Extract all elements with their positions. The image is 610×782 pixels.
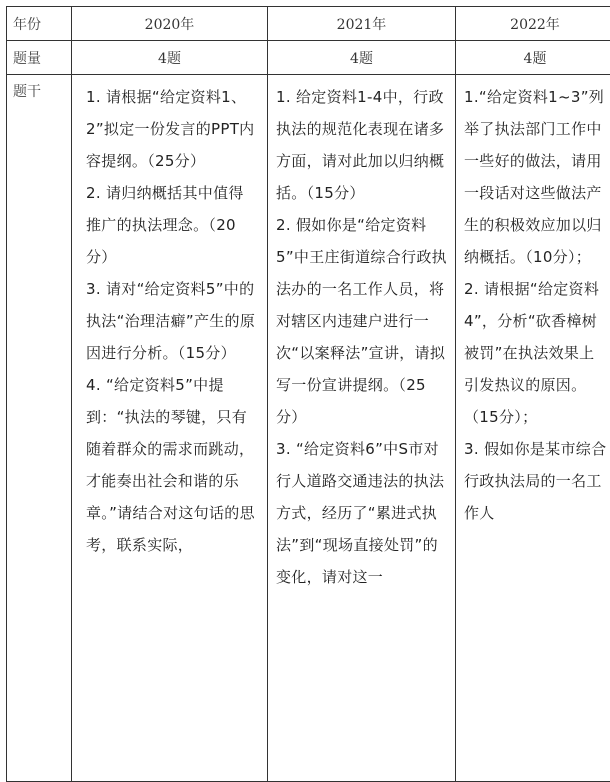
year-2022-header: 2022年 <box>456 7 610 41</box>
question-2022-2: 2. 请根据“给定资料4”，分析“砍香樟树被罚”在执法效果上引发热议的原因。（15分）； <box>464 273 608 433</box>
question-2020-3: 3. 请对“给定资料5”中的执法“治理洁癖”产生的原因进行分析。（15分） <box>86 273 257 369</box>
year-header-row <box>7 7 610 41</box>
row-label-count: 题量 <box>7 41 72 75</box>
stems-2020 <box>72 75 267 561</box>
question-2020-2: 2. 请归纳概括其中值得推广的执法理念。（20分） <box>86 177 257 273</box>
stems-2020-cell <box>72 75 268 782</box>
year-2020-header: 2020年 <box>72 7 268 41</box>
question-stem-row <box>7 75 610 782</box>
stems-2021-cell <box>268 75 456 782</box>
row-label-stem: 题干 <box>7 75 72 782</box>
question-2021-1: 1. 给定资料1-4中，行政执法的规范化表现在诸多方面，请对此加以归纳概括。（15分） <box>276 81 447 209</box>
question-count-row <box>7 41 610 75</box>
question-2020-4: 4. “给定资料5”中提到：“执法的琴键，只有随着群众的需求而跳动，才能奏出社会和谐的乐章。”请结合对这句话的思考，联系实际， <box>86 369 257 561</box>
stems-2021 <box>268 75 455 593</box>
question-2021-2: 2. 假如你是“给定资料5”中王庄街道综合行政执法办的一名工作人员，将对辖区内违建户进行一次“以案释法”宣讲，请拟写一份宣讲提纲。（25分） <box>276 209 447 433</box>
count-2022: 4题 <box>456 41 610 75</box>
count-2020: 4题 <box>72 41 268 75</box>
exam-comparison-table <box>6 6 610 782</box>
stems-2022 <box>456 75 610 529</box>
question-2022-3: 3. 假如你是某市综合行政执法局的一名工作人 <box>464 433 608 529</box>
count-2021: 4题 <box>268 41 456 75</box>
row-label-year: 年份 <box>7 7 72 41</box>
year-2021-header: 2021年 <box>268 7 456 41</box>
question-2021-3: 3. “给定资料6”中S市对行人道路交通违法的执法方式，经历了“累进式执法”到“现场直接处罚”的变化，请对这一 <box>276 433 447 593</box>
question-2022-1: 1.“给定资料1~3”列举了执法部门工作中一些好的做法，请用一段话对这些做法产生的积极效应加以归纳概括。（10分）； <box>464 81 608 273</box>
stems-2022-cell <box>456 75 610 782</box>
question-2020-1: 1. 请根据“给定资料1、2”拟定一份发言的PPT内容提纲。（25分） <box>86 81 257 177</box>
